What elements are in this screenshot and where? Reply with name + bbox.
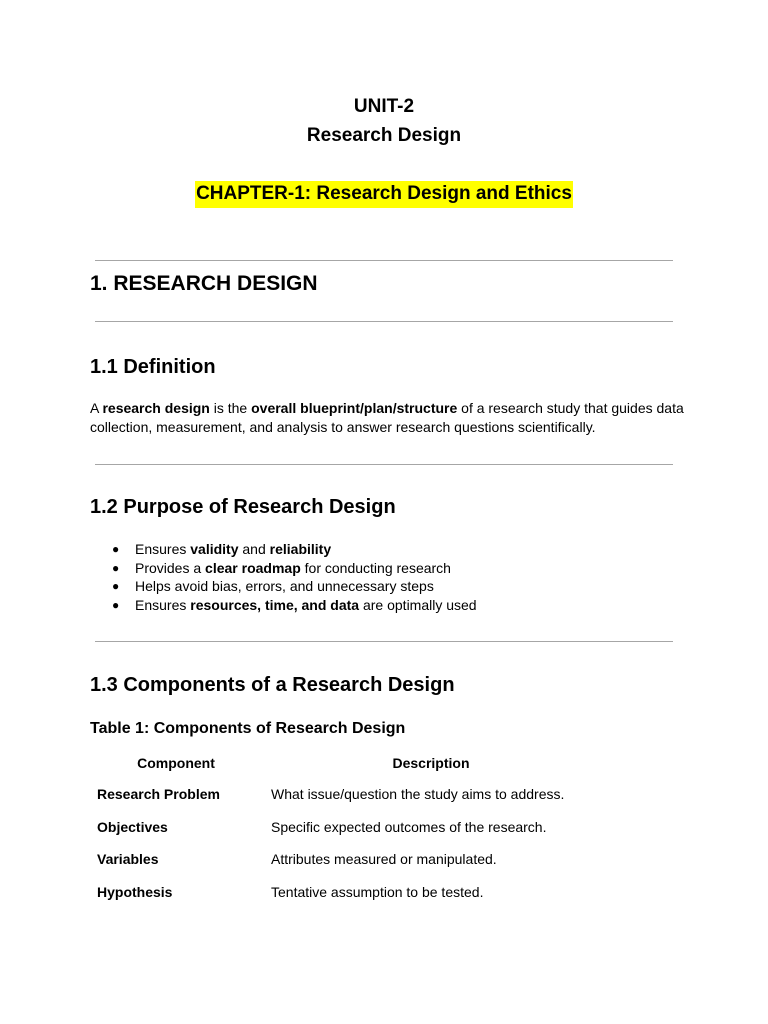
table-caption: Table 1: Components of Research Design: [90, 720, 406, 737]
table-row: [89, 811, 599, 844]
list-item: [90, 577, 477, 596]
bullet-icon: ●: [112, 579, 120, 594]
list-item: [90, 596, 477, 615]
text-run: Ensures: [135, 541, 191, 557]
text-run: A: [90, 400, 103, 416]
description-cell: Specific expected outcomes of the research.: [271, 818, 547, 835]
component-cell: Hypothesis: [97, 883, 173, 900]
bullet-icon: ●: [112, 542, 120, 556]
text-run: Helps avoid bias, errors, and unnecessary steps: [135, 578, 434, 595]
description-cell: What issue/question the study aims to address.: [271, 786, 565, 803]
bold-term: research design: [102, 400, 210, 416]
text-run: Ensures: [135, 597, 191, 614]
definition-heading: 1.1 Definition: [90, 356, 216, 378]
definition-paragraph: [90, 399, 690, 437]
chapter-heading: CHAPTER-1: Research Design and Ethics: [195, 181, 573, 208]
text-run: are optimally used: [359, 597, 477, 614]
table-row: [89, 876, 599, 909]
purpose-list: [90, 540, 477, 615]
table-row: [89, 843, 599, 876]
table-header-row: [89, 748, 599, 778]
bold-term: resources, time, and data: [190, 597, 360, 614]
bullet-icon: ●: [112, 598, 120, 613]
list-item: [90, 559, 477, 578]
bold-term: clear roadmap: [205, 559, 301, 576]
text-run: of a research study that guides data collection, measurement, and analysis to answer research questions scientifically.: [90, 400, 684, 435]
divider: [95, 260, 673, 261]
unit-subtitle: Research Design: [306, 125, 462, 146]
component-cell: Objectives: [97, 818, 168, 835]
divider: [95, 321, 673, 322]
component-cell: Research Problem: [97, 786, 220, 803]
column-header-description: Description: [392, 755, 470, 771]
bullet-icon: ●: [112, 560, 120, 575]
unit-title: UNIT-2: [353, 96, 415, 117]
text-run: is the: [209, 400, 252, 416]
components-heading: 1.3 Components of a Research Design: [90, 674, 455, 696]
chapter-heading-wrap: [0, 181, 768, 208]
bold-term: overall blueprint/plan/structure: [251, 400, 458, 416]
list-item: [90, 540, 477, 559]
table-row: [89, 778, 599, 811]
description-cell: Tentative assumption to be tested.: [271, 883, 484, 900]
purpose-heading: 1.2 Purpose of Research Design: [90, 496, 396, 518]
text-run: for conducting research: [300, 559, 451, 576]
divider: [95, 641, 673, 642]
component-cell: Variables: [97, 851, 159, 868]
components-table: [89, 748, 599, 908]
bold-term: validity: [190, 541, 239, 557]
text-run: Provides a: [135, 559, 206, 576]
text-run: and: [238, 541, 270, 557]
description-cell: Attributes measured or manipulated.: [271, 851, 497, 868]
bold-term: reliability: [269, 541, 332, 557]
column-header-component: Component: [137, 755, 215, 771]
divider: [95, 464, 673, 465]
section-title: 1. RESEARCH DESIGN: [90, 272, 318, 295]
